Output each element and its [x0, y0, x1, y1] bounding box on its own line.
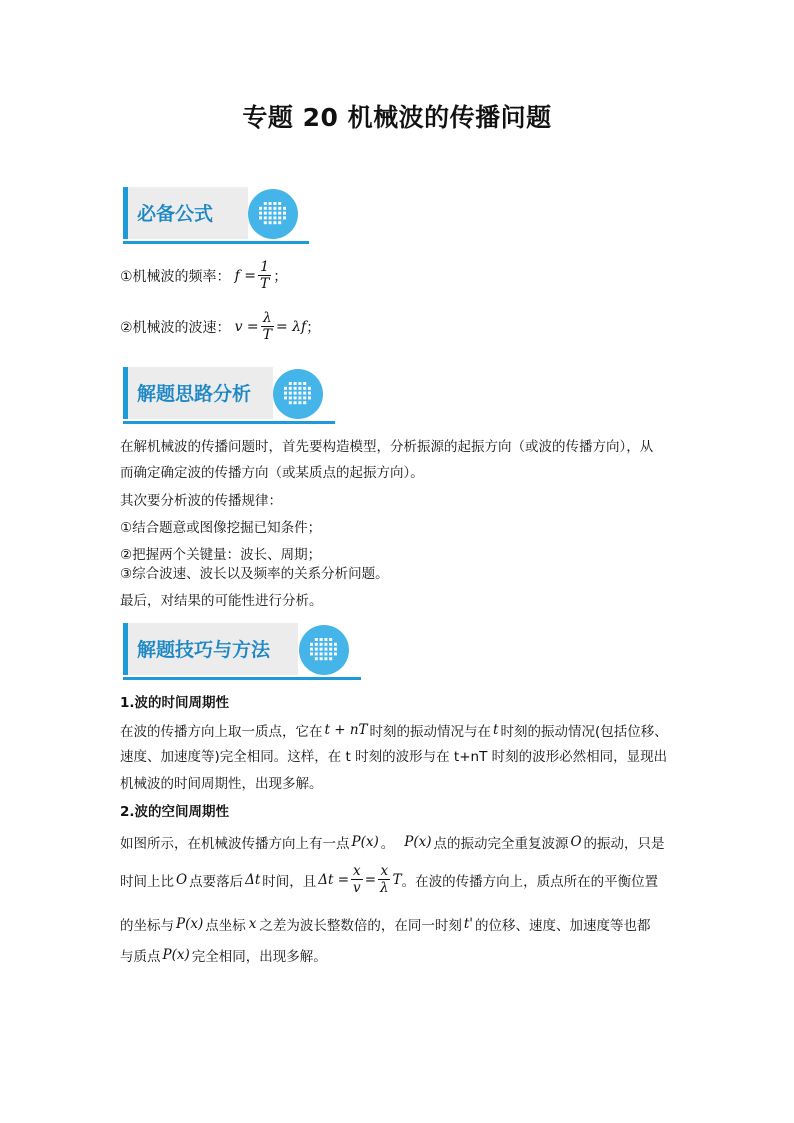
dot	[264, 221, 267, 224]
paragraph: 速度、加速度等)完全相同。这样，在 t 时刻的波形与在 t+nT 时刻的波形必然相同，显现出	[120, 749, 668, 765]
dot	[289, 382, 292, 385]
dot	[329, 648, 332, 651]
dot	[334, 643, 337, 646]
dot	[283, 212, 286, 215]
dot	[294, 396, 297, 399]
grid-dots-icon	[273, 369, 323, 419]
dot	[273, 221, 276, 224]
dot	[259, 216, 262, 219]
dot	[273, 216, 276, 219]
paragraph-line: 在波的传播方向上取一质点，它在 t + nT 时刻的振动情况与在 t 时刻的振动情况(包括位移、	[120, 722, 668, 740]
dot	[320, 638, 323, 641]
paragraph: ②把握两个关键量：波长、周期；	[120, 547, 322, 563]
paragraph: 最后，对结果的可能性进行分析。	[120, 593, 323, 609]
dot	[264, 212, 267, 215]
dot	[315, 652, 318, 655]
paragraph: ③综合波速、波长以及频率的关系分析问题。	[120, 566, 389, 582]
dot	[298, 401, 301, 404]
paragraph: 其次要分析波的传播规律：	[120, 493, 282, 509]
dot	[324, 652, 327, 655]
dot	[284, 387, 287, 390]
dot	[320, 657, 323, 660]
dot	[308, 396, 311, 399]
dot	[310, 648, 313, 651]
dot	[320, 652, 323, 655]
dot	[273, 207, 276, 210]
dot	[303, 401, 306, 404]
dot	[283, 216, 286, 219]
dot	[259, 212, 262, 215]
wave-speed-formula: ②机械波的波速： v = $\frac{\lambda}{T}$ = λf ；	[120, 310, 321, 343]
section-title: 解题技巧与方法	[137, 639, 271, 661]
dot	[303, 392, 306, 395]
dot	[284, 392, 287, 395]
dot	[324, 657, 327, 660]
dot	[273, 212, 276, 215]
dot	[298, 382, 301, 385]
paragraph: 机械波的时间周期性，出现多解。	[120, 776, 323, 792]
dot	[329, 652, 332, 655]
dot	[298, 387, 301, 390]
dot	[264, 216, 267, 219]
dot	[289, 387, 292, 390]
dot	[334, 652, 337, 655]
dot	[294, 382, 297, 385]
dot	[269, 207, 272, 210]
dot	[303, 387, 306, 390]
dot	[310, 652, 313, 655]
dot	[259, 207, 262, 210]
dot	[289, 396, 292, 399]
dot	[278, 207, 281, 210]
paragraph-line: 的坐标与 P(x) 点坐标 x 之差为波长整数倍的，在同一时刻 t' 的位移、速度、加速度等也都	[120, 916, 651, 934]
grid-dots-icon	[299, 625, 349, 675]
dot	[334, 648, 337, 651]
paragraph: ①结合题意或图像挖掘已知条件；	[120, 520, 322, 536]
dot	[269, 221, 272, 224]
dot	[273, 202, 276, 205]
paragraph-line: 与质点 P(x) 完全相同，出现多解。	[120, 947, 327, 965]
dot	[329, 638, 332, 641]
dot-grid	[283, 381, 313, 407]
dot	[315, 638, 318, 641]
dot	[308, 392, 311, 395]
paragraph: 而确定确定波的传播方向（或某质点的起振方向）。	[120, 465, 424, 481]
paragraph-line: 如图所示，在机械波传播方向上有一点 P(x) 。 P(x) 点的振动完全重复波源 O 的振动，只是	[120, 834, 665, 852]
dot	[320, 648, 323, 651]
dot	[324, 643, 327, 646]
dot	[269, 212, 272, 215]
dot	[315, 648, 318, 651]
section-title: 必备公式	[137, 203, 214, 225]
dot	[289, 392, 292, 395]
dot	[324, 638, 327, 641]
dot	[289, 401, 292, 404]
dot	[264, 202, 267, 205]
dot	[315, 643, 318, 646]
dot	[269, 202, 272, 205]
section-title: 解题思路分析	[137, 383, 252, 405]
dot	[298, 392, 301, 395]
subheading: 2.波的空间周期性	[120, 804, 230, 820]
dot	[298, 396, 301, 399]
dot	[329, 643, 332, 646]
subheading: 1.波的时间周期性	[120, 695, 230, 711]
dot	[294, 401, 297, 404]
section-header-methods	[123, 623, 363, 685]
dot	[278, 202, 281, 205]
dot	[283, 207, 286, 210]
frequency-formula: ①机械波的频率： f = $\frac{1}{T}$ ；	[120, 259, 288, 292]
paragraph: 在解机械波的传播问题时，首先要构造模型，分析振源的起振方向（或波的传播方向），从	[120, 439, 654, 455]
dot	[303, 396, 306, 399]
dot	[278, 216, 281, 219]
dot	[315, 657, 318, 660]
dot	[310, 643, 313, 646]
page-title: 专题 20 机械波的传播问题	[242, 103, 552, 132]
dot	[294, 392, 297, 395]
dot-grid	[258, 201, 288, 227]
dot	[269, 216, 272, 219]
dot	[308, 387, 311, 390]
dot	[320, 643, 323, 646]
dot	[324, 648, 327, 651]
dot	[303, 382, 306, 385]
dot	[284, 396, 287, 399]
section-header-analysis	[123, 367, 338, 429]
dot-grid	[309, 637, 339, 663]
dot	[264, 207, 267, 210]
paragraph-line: 时间上比 O 点要落后 Δt 时间，且 Δt = $\frac{x}{v}$ = $\frac{x}{\lambda}$ T 。在波的传播方向上，质点所在的平衡位置	[120, 863, 659, 896]
dot	[329, 657, 332, 660]
grid-dots-icon	[248, 189, 298, 239]
dot	[294, 387, 297, 390]
dot	[278, 221, 281, 224]
dot	[278, 212, 281, 215]
section-header-formulas	[123, 187, 313, 249]
